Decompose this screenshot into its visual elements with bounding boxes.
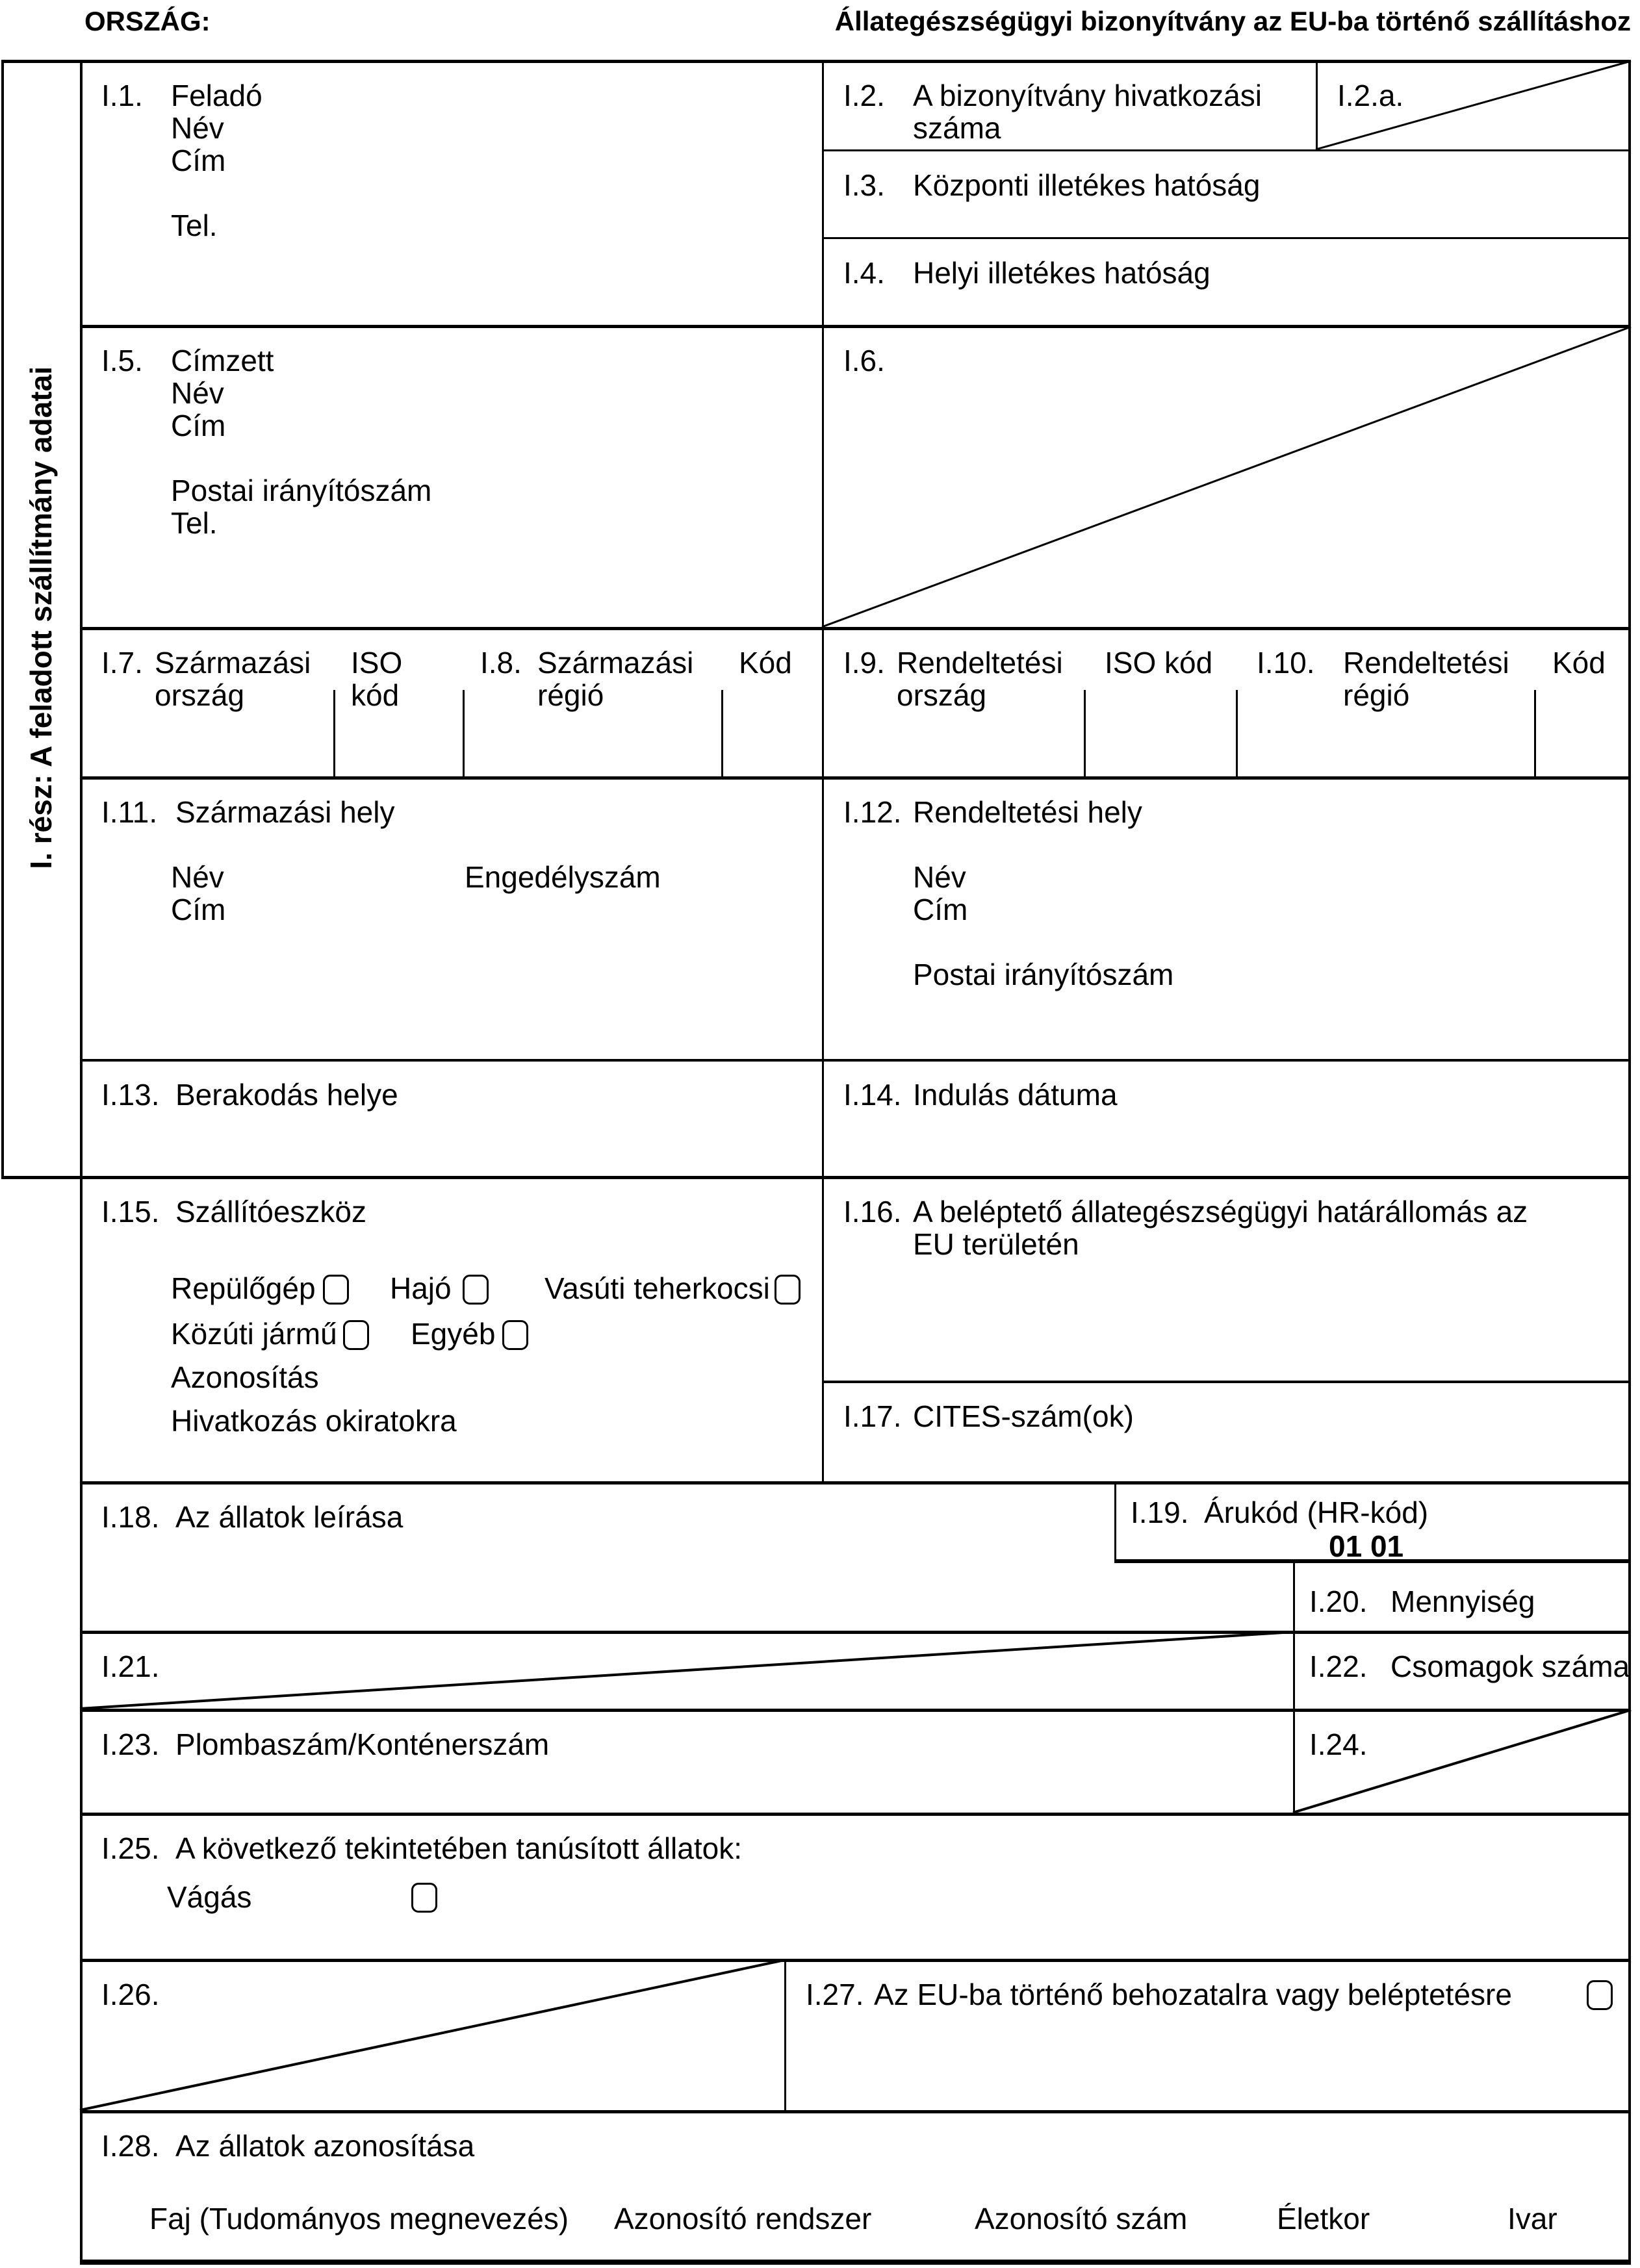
field-i12-postal-label: Postai irányítószám bbox=[913, 958, 1174, 991]
field-i2-number: I.2. bbox=[843, 79, 885, 112]
field-i1-label: Feladó bbox=[171, 79, 263, 112]
field-i25-number: I.25. bbox=[101, 1831, 160, 1865]
field-i3-label: Központi illetékes hatóság bbox=[913, 168, 1261, 202]
field-i11-approval-label: Engedélyszám bbox=[465, 860, 661, 894]
field-i25-label: A következő tekintetében tanúsított állatok: bbox=[175, 1831, 743, 1865]
i28-column-sex: Ivar bbox=[1507, 2202, 1557, 2236]
field-i15-number: I.15. bbox=[101, 1195, 160, 1229]
country-label: ORSZÁG: bbox=[84, 6, 211, 36]
field-i11-name-label: Név bbox=[171, 860, 224, 894]
field-i21-number: I.21. bbox=[101, 1650, 160, 1683]
field-i13-number: I.13. bbox=[101, 1078, 160, 1112]
transport-option-railway-label: Vasúti teherkocsi bbox=[545, 1271, 770, 1305]
page-title: Állategészségügyi bizonyítvány az EU-ba történő szállításhoz bbox=[834, 6, 1631, 36]
field-i5-tel-label: Tel. bbox=[171, 506, 218, 540]
field-i14-number: I.14. bbox=[843, 1078, 902, 1112]
transport-road-checkbox[interactable] bbox=[343, 1320, 369, 1350]
field-i11-number: I.11. bbox=[101, 795, 158, 829]
field-i24-number: I.24. bbox=[1309, 1727, 1368, 1761]
field-i28-label: Az állatok azonosítása bbox=[175, 2129, 475, 2163]
field-i18-label: Az állatok leírása bbox=[175, 1500, 404, 1534]
field-i16-number: I.16. bbox=[843, 1195, 902, 1229]
field-i5-name-label: Név bbox=[171, 376, 224, 410]
transport-option-other-label: Egyéb bbox=[411, 1317, 496, 1351]
field-i22-label: Csomagok száma bbox=[1390, 1650, 1630, 1683]
field-i9-number: I.9. bbox=[843, 646, 885, 680]
field-i25-slaughter-label: Vágás bbox=[167, 1880, 252, 1914]
field-i12-label: Rendeltetési hely bbox=[913, 795, 1142, 829]
field-i2-label: A bizonyítvány hivatkozási száma bbox=[913, 79, 1270, 145]
field-i27-number: I.27. bbox=[806, 1978, 864, 2011]
field-i10-number: I.10. bbox=[1257, 646, 1315, 680]
field-i13-label: Berakodás helye bbox=[175, 1078, 398, 1112]
field-i7-number: I.7. bbox=[101, 646, 143, 680]
field-i1-address-label: Cím bbox=[171, 144, 226, 177]
field-i15-label: Szállítóeszköz bbox=[175, 1195, 367, 1229]
i28-column-id-system: Azonosító rendszer bbox=[614, 2202, 872, 2236]
field-i5-number: I.5. bbox=[101, 344, 143, 377]
field-i9-iso-label: ISO kód bbox=[1105, 646, 1213, 680]
field-i1-number: I.1. bbox=[101, 79, 143, 112]
field-i3-number: I.3. bbox=[843, 168, 885, 202]
field-i1-name-label: Név bbox=[171, 111, 224, 145]
i28-column-species: Faj (Tudományos megnevezés) bbox=[149, 2202, 569, 2236]
field-i20-label: Mennyiség bbox=[1390, 1585, 1535, 1618]
field-i16-label: A beléptető állategészségügyi határállomás az EU területén bbox=[913, 1195, 1536, 1261]
i28-column-id-number: Azonosító szám bbox=[975, 2202, 1188, 2236]
transport-option-road-label: Közúti jármű bbox=[171, 1317, 337, 1351]
field-i14-label: Indulás dátuma bbox=[913, 1078, 1118, 1112]
slaughter-checkbox[interactable] bbox=[411, 1883, 437, 1913]
field-i7-label: Származási ország bbox=[155, 646, 320, 712]
field-i19-label: Árukód (HR-kód) bbox=[1204, 1496, 1429, 1529]
transport-option-ship-label: Hajó bbox=[390, 1271, 452, 1305]
field-i28-number: I.28. bbox=[101, 2129, 160, 2163]
field-i17-number: I.17. bbox=[843, 1399, 902, 1433]
field-i4-number: I.4. bbox=[843, 256, 885, 290]
field-i18-number: I.18. bbox=[101, 1500, 160, 1534]
i28-column-age: Életkor bbox=[1277, 2202, 1370, 2236]
field-i10-code-label: Kód bbox=[1552, 646, 1606, 680]
field-i8-number: I.8. bbox=[480, 646, 522, 680]
field-i1-tel-label: Tel. bbox=[171, 209, 218, 242]
field-i23-number: I.23. bbox=[101, 1727, 160, 1761]
part-i-sidebar-label: I. rész: A feladott szállítmány adatai bbox=[23, 366, 58, 869]
field-i2a-number: I.2.a. bbox=[1337, 79, 1404, 112]
field-i27-label: Az EU-ba történő behozatalra vagy beléptetésre bbox=[874, 1978, 1512, 2011]
field-i6-number: I.6. bbox=[843, 344, 885, 377]
field-i11-address-label: Cím bbox=[171, 893, 226, 926]
field-i5-postal-label: Postai irányítószám bbox=[171, 474, 432, 507]
transport-other-checkbox[interactable] bbox=[502, 1320, 528, 1350]
transport-railway-checkbox[interactable] bbox=[775, 1275, 801, 1305]
field-i17-label: CITES-szám(ok) bbox=[913, 1399, 1134, 1433]
field-i26-number: I.26. bbox=[101, 1978, 160, 2011]
field-i5-label: Címzett bbox=[171, 344, 274, 377]
transport-airplane-checkbox[interactable] bbox=[323, 1275, 349, 1305]
field-i19-number: I.19. bbox=[1131, 1496, 1189, 1529]
field-i12-address-label: Cím bbox=[913, 893, 968, 926]
transport-ship-checkbox[interactable] bbox=[463, 1275, 489, 1305]
field-i15-identification-label: Azonosítás bbox=[171, 1360, 319, 1394]
field-i15-doc-ref-label: Hivatkozás okiratokra bbox=[171, 1404, 457, 1438]
field-i20-number: I.20. bbox=[1309, 1585, 1368, 1618]
field-i23-label: Plombaszám/Konténerszám bbox=[175, 1727, 550, 1761]
import-entry-checkbox[interactable] bbox=[1587, 1980, 1613, 2010]
field-i12-number: I.12. bbox=[843, 795, 902, 829]
field-i8-label: Származási régió bbox=[537, 646, 702, 712]
field-i10-label: Rendeltetési régió bbox=[1343, 646, 1518, 712]
field-i7-iso-label: ISO kód bbox=[351, 646, 411, 712]
field-i11-label: Származási hely bbox=[175, 795, 395, 829]
field-i4-label: Helyi illetékes hatóság bbox=[913, 256, 1211, 290]
field-i8-code-label: Kód bbox=[739, 646, 792, 680]
field-i5-address-label: Cím bbox=[171, 409, 226, 442]
field-i22-number: I.22. bbox=[1309, 1650, 1368, 1683]
field-i12-name-label: Név bbox=[913, 860, 966, 894]
transport-option-airplane-label: Repülőgép bbox=[171, 1271, 316, 1305]
field-i19-hs-code: 01 01 bbox=[1329, 1529, 1404, 1563]
field-i9-label: Rendeltetési ország bbox=[897, 646, 1071, 712]
